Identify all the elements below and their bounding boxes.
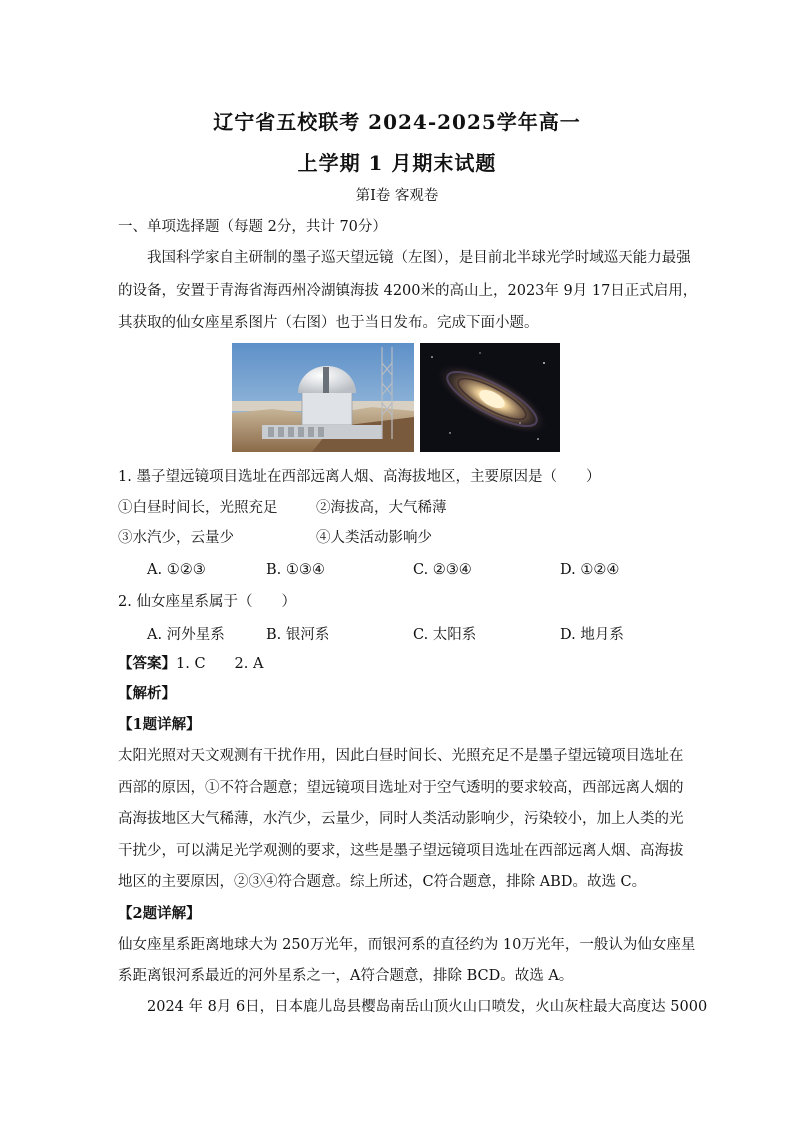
q2-option-b[interactable]: B. 银河系 <box>266 627 330 643</box>
q1-item-1: ①白昼时间长，光照充足 <box>118 500 278 516</box>
telescope-photo <box>232 343 414 452</box>
detail-2-line-1: 仙女座星系距离地球大为 250万光年，而银河系的直径约为 10万光年，一般认为仙女座星 <box>118 937 696 953</box>
q1-option-d[interactable]: D. ①②④ <box>560 562 620 578</box>
exam-title-line1: 辽宁省五校联考 2024-2025学年高一 <box>213 110 581 134</box>
section-title: 第Ⅰ卷 客观卷 <box>355 188 439 204</box>
galaxy-photo <box>420 343 560 452</box>
question-2-stem: 2. 仙女座星系属于（ ） <box>118 594 296 610</box>
q1-item-2: ②海拔高，大气稀薄 <box>316 500 447 516</box>
next-question-intro: 2024 年 8月 6日，日本鹿儿岛县樱岛南岳山顶火山口喷发，火山灰柱最大高度达 5000 <box>147 999 708 1015</box>
q1-option-c[interactable]: C. ②③④ <box>413 562 472 578</box>
q2-option-c[interactable]: C. 太阳系 <box>413 627 477 643</box>
detail-1-line-5: 地区的主要原因，②③④符合题意。综上所述，C符合题意，排除 ABD。故选 C。 <box>118 874 647 890</box>
q1-item-4: ④人类活动影响少 <box>316 530 432 546</box>
detail-2-label: 【2题详解】 <box>118 905 201 922</box>
intro-line-1: 我国科学家自主研制的墨子巡天望远镜（左图），是目前北半球光学时域巡天能力最强 <box>147 250 691 266</box>
q1-item-3: ③水汽少，云量少 <box>118 530 234 546</box>
q1-option-b[interactable]: B. ①③④ <box>266 562 325 578</box>
answer-label: 【答案】 <box>118 655 176 672</box>
answer-row <box>118 654 263 674</box>
question-1-stem: 1. 墨子望远镜项目选址在西部远离人烟、高海拔地区，主要原因是（ ） <box>118 469 601 485</box>
q2-option-d[interactable]: D. 地月系 <box>560 627 624 643</box>
intro-line-3: 其获取的仙女座星系图片（右图）也于当日发布。完成下面小题。 <box>118 315 539 331</box>
q2-option-a[interactable]: A. 河外星系 <box>147 627 225 643</box>
q1-option-a[interactable]: A. ①②③ <box>147 562 206 578</box>
intro-line-2: 的设备，安置于青海省海西州冷湖镇海拔 4200米的高山上，2023年 9月 17日正式启用， <box>118 283 698 299</box>
analysis-label: 【解析】 <box>118 685 176 702</box>
detail-1-line-3: 高海拔地区大气稀薄，水汽少，云量少，同时人类活动影响少，污染较小，加上人类的光 <box>118 811 684 827</box>
exam-title-line2: 上学期 1 月期末试题 <box>297 151 497 175</box>
detail-1-label: 【1题详解】 <box>118 716 201 733</box>
detail-1-line-1: 太阳光照对天文观测有干扰作用，因此白昼时间长、光照充足不是墨子望远镜项目选址在 <box>118 748 684 764</box>
answer-text: 1. C 2. A <box>176 656 264 672</box>
detail-1-line-2: 西部的原因，①不符合题意；望远镜项目选址对于空气透明的要求较高，西部远离人烟的 <box>118 780 684 796</box>
part-heading: 一、单项选择题（每题 2分，共计 70分） <box>118 219 387 235</box>
detail-2-line-2: 系距离银河系最近的河外星系之一，A符合题意，排除 BCD。故选 A。 <box>118 968 574 984</box>
detail-1-line-4: 干扰少，可以满足光学观测的要求，这些是墨子望远镜项目选址在西部远离人烟、高海拔 <box>118 843 684 859</box>
